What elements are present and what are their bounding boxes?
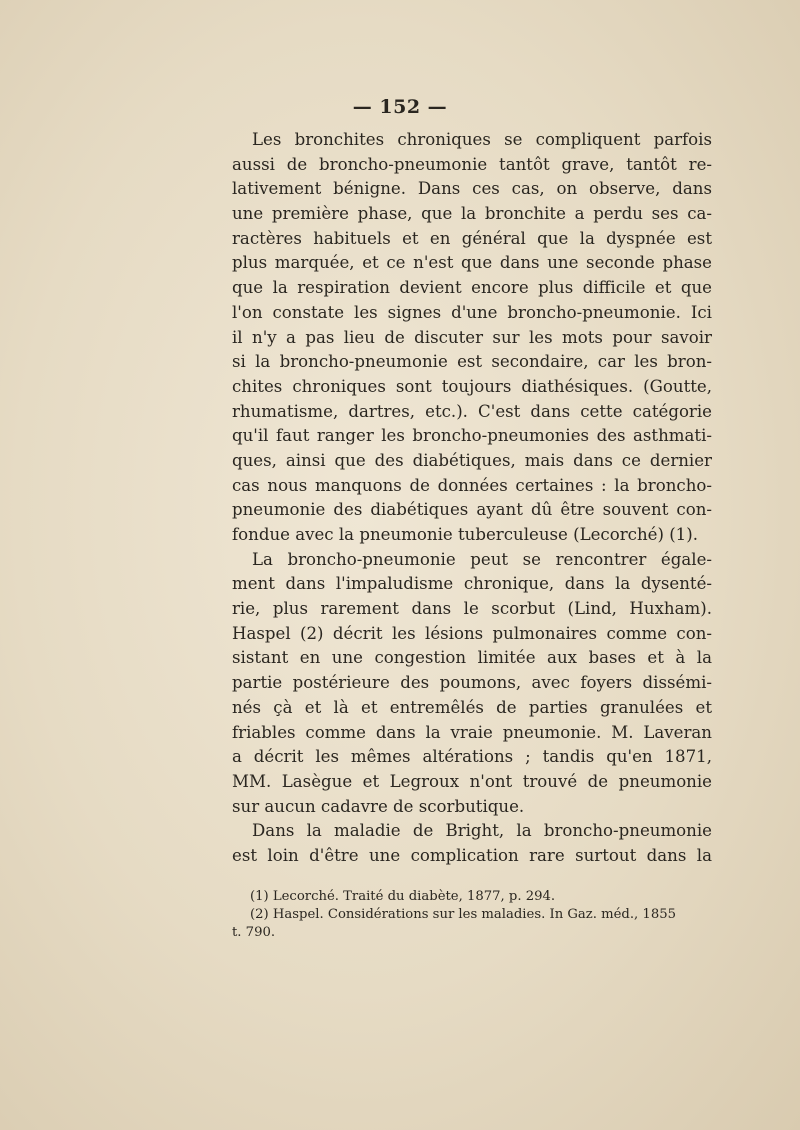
footnote: (1) Lecorché. Traité du diabète, 1877, p. 294. [250, 889, 556, 904]
text-line: l'on constate les signes d'une broncho-pneumonie. Ici [232, 302, 712, 322]
text-line: sur aucun cadavre de scorbutique. [232, 796, 525, 816]
text-line: si la broncho-pneumonie est secondaire, car les bron- [232, 352, 712, 372]
text-line: une première phase, que la bronchite a perdu ses ca- [232, 204, 712, 224]
text-line: friables comme dans la vraie pneumonie. M. Laveran [232, 722, 712, 742]
text-line: plus marquée, et ce n'est que dans une seconde phase [232, 253, 712, 273]
text-line: aussi de broncho-pneumonie tantôt grave, tantôt re- [232, 154, 712, 174]
footnote: (2) Haspel. Considérations sur les maladies. In Gaz. méd., 1855 [250, 907, 676, 922]
text-line: sistant en une congestion limitée aux bases et à la [232, 648, 712, 668]
text-line: Les bronchites chroniques se compliquent parfois [252, 130, 712, 149]
body-text [232, 128, 712, 869]
text-line: ques, ainsi que des diabétiques, mais dans ce dernier [232, 450, 712, 470]
text-line: est loin d'être une complication rare surtout dans la [232, 845, 712, 865]
text-line: MM. Lasègue et Legroux n'ont trouvé de pneumonie [232, 771, 712, 791]
text-line: lativement bénigne. Dans ces cas, on observe, dans [232, 179, 712, 199]
text-line: qu'il faut ranger les broncho-pneumonies des asthmati- [232, 426, 712, 446]
text-line: fondue avec la pneumonie tuberculeuse (Lecorché) (1). [232, 525, 698, 544]
text-line: partie postérieure des poumons, avec foyers dissémi- [232, 673, 712, 693]
text-line: cas nous manquons de données certaines : la broncho- [232, 475, 712, 495]
text-line: il n'y a pas lieu de discuter sur les mots pour savoir [232, 327, 712, 347]
text-line: ractères habituels et en général que la dyspnée est [232, 228, 712, 248]
text-line: Haspel (2) décrit les lésions pulmonaires comme con- [232, 623, 712, 643]
text-line: rie, plus rarement dans le scorbut (Lind, Huxham). [232, 599, 712, 619]
page-number: — 152 — [352, 96, 448, 118]
text-line: a décrit les mêmes altérations ; tandis qu'en 1871, [232, 747, 712, 767]
text-line: La broncho-pneumonie peut se rencontrer égale- [252, 549, 712, 569]
footnote: t. 790. [232, 925, 276, 940]
text-line: chites chroniques sont toujours diathésiques. (Goutte, [232, 376, 712, 396]
text-line: rhumatisme, dartres, etc.). C'est dans cette catégorie [232, 401, 712, 421]
text-line: nés çà et là et entremêlés de parties granulées et [232, 697, 712, 717]
text-line: pneumonie des diabétiques ayant dû être souvent con- [232, 500, 712, 520]
text-line: ment dans l'impaludisme chronique, dans la dysenté- [232, 574, 712, 594]
text-line: que la respiration devient encore plus difficile et que [232, 278, 712, 298]
footnotes [232, 888, 712, 942]
text-line: Dans la maladie de Bright, la broncho-pneumonie [252, 821, 712, 841]
